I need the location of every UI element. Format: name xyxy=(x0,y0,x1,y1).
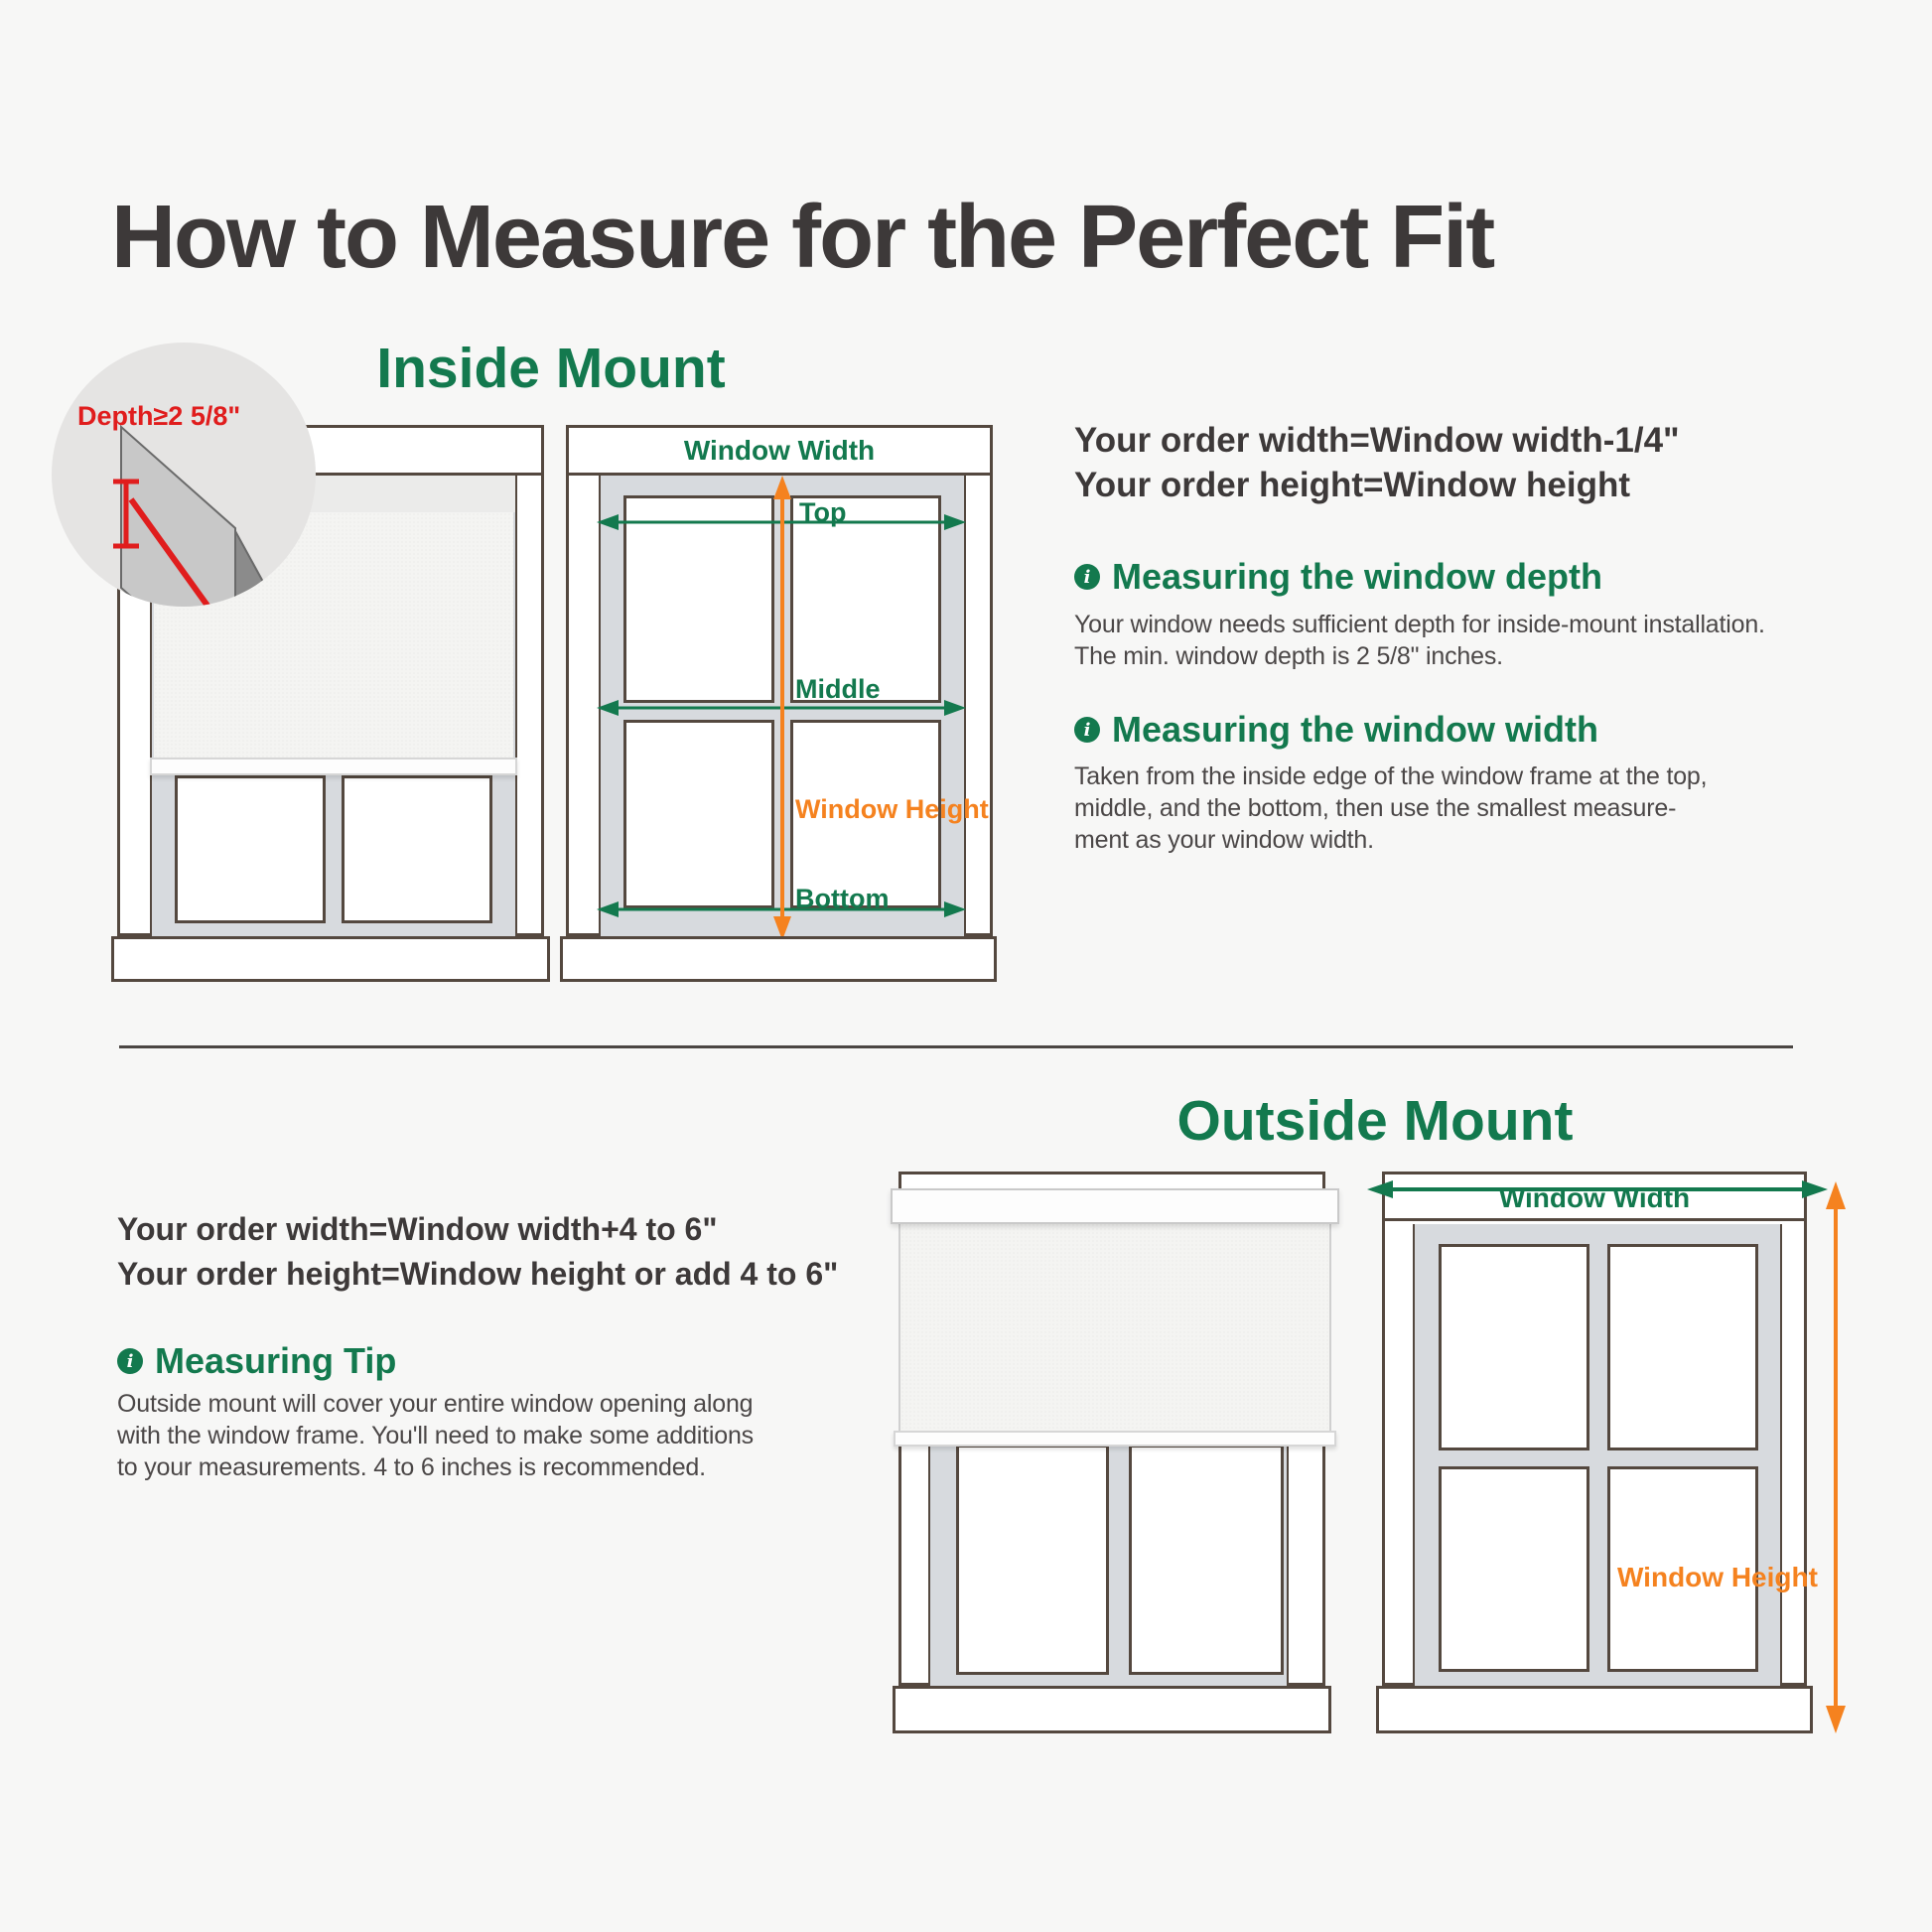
window-height-arrow-icon xyxy=(1823,1181,1849,1733)
shade-bottom-bar xyxy=(894,1431,1336,1447)
section-line: Your window needs sufficient depth for inside-mount installation. xyxy=(1074,611,1765,638)
inside-mount-heading: Inside Mount xyxy=(376,337,726,400)
shade-bottom-bar xyxy=(150,758,517,775)
section-line: middle, and the bottom, then use the smallest measure- xyxy=(1074,794,1677,822)
section-heading-text: Measuring the window width xyxy=(1112,709,1598,750)
window-pane xyxy=(342,775,492,923)
outside-shade-window xyxy=(898,1172,1325,1686)
section-heading-text: Measuring Tip xyxy=(155,1340,397,1381)
window-width-label: Window Width xyxy=(1498,1182,1691,1213)
order-width-formula: Your order width=Window width+4 to 6" xyxy=(117,1211,718,1247)
section-line: Taken from the inside edge of the window frame at the top, xyxy=(1074,762,1708,790)
window-pane xyxy=(1439,1466,1589,1672)
window-top-frame xyxy=(569,428,990,476)
window-sill xyxy=(1376,1686,1813,1733)
label-middle: Middle xyxy=(795,674,881,704)
window-height-arrow-icon xyxy=(769,476,795,940)
window-sill xyxy=(560,936,997,982)
order-width-formula: Your order width=Window width-1/4" xyxy=(1074,421,1680,460)
section-line: The min. window depth is 2 5/8" inches. xyxy=(1074,642,1503,670)
depth-detail-circle xyxy=(52,343,316,607)
section-divider xyxy=(119,1045,1793,1048)
window-pane xyxy=(175,775,326,923)
width-section-heading xyxy=(1074,709,1598,751)
section-line: with the window frame. You'll need to make some additions xyxy=(117,1422,754,1449)
order-height-formula: Your order height=Window height or add 4 to 6" xyxy=(117,1256,839,1292)
window-pane xyxy=(1129,1445,1284,1675)
tip-section-heading xyxy=(117,1340,396,1382)
window-pane xyxy=(1607,1244,1758,1450)
order-height-formula: Your order height=Window height xyxy=(1074,466,1630,504)
window-pane xyxy=(623,720,774,908)
section-line: ment as your window width. xyxy=(1074,826,1374,854)
inside-measure-window xyxy=(566,425,993,936)
info-icon: i xyxy=(1074,564,1100,590)
depth-wedge-icon xyxy=(52,343,316,607)
label-window-height: Window Height xyxy=(795,794,989,824)
info-icon: i xyxy=(117,1348,143,1374)
roller-shade xyxy=(898,1219,1331,1434)
section-heading-text: Measuring the window depth xyxy=(1112,556,1602,597)
label-window-height: Window Height xyxy=(1617,1562,1818,1592)
section-line: to your measurements. 4 to 6 inches is recommended. xyxy=(117,1453,706,1481)
window-width-arrow-icon xyxy=(1367,1177,1828,1201)
depth-section-heading xyxy=(1074,556,1602,598)
page-title: How to Measure for the Perfect Fit xyxy=(111,188,1494,287)
window-sill xyxy=(111,936,550,982)
section-line: Outside mount will cover your entire window opening along xyxy=(117,1390,754,1418)
window-width-label: Window Width xyxy=(683,434,876,466)
outside-mount-heading: Outside Mount xyxy=(1176,1089,1574,1153)
depth-requirement-label: Depth≥2 5/8" xyxy=(77,401,241,431)
window-sill xyxy=(893,1686,1331,1733)
shade-valance xyxy=(891,1188,1339,1224)
outside-measure-window xyxy=(1382,1172,1818,1686)
window-pane xyxy=(1439,1244,1589,1450)
info-icon: i xyxy=(1074,717,1100,743)
label-top: Top xyxy=(799,497,847,527)
window-pane xyxy=(956,1445,1109,1675)
label-bottom: Bottom xyxy=(795,884,890,913)
